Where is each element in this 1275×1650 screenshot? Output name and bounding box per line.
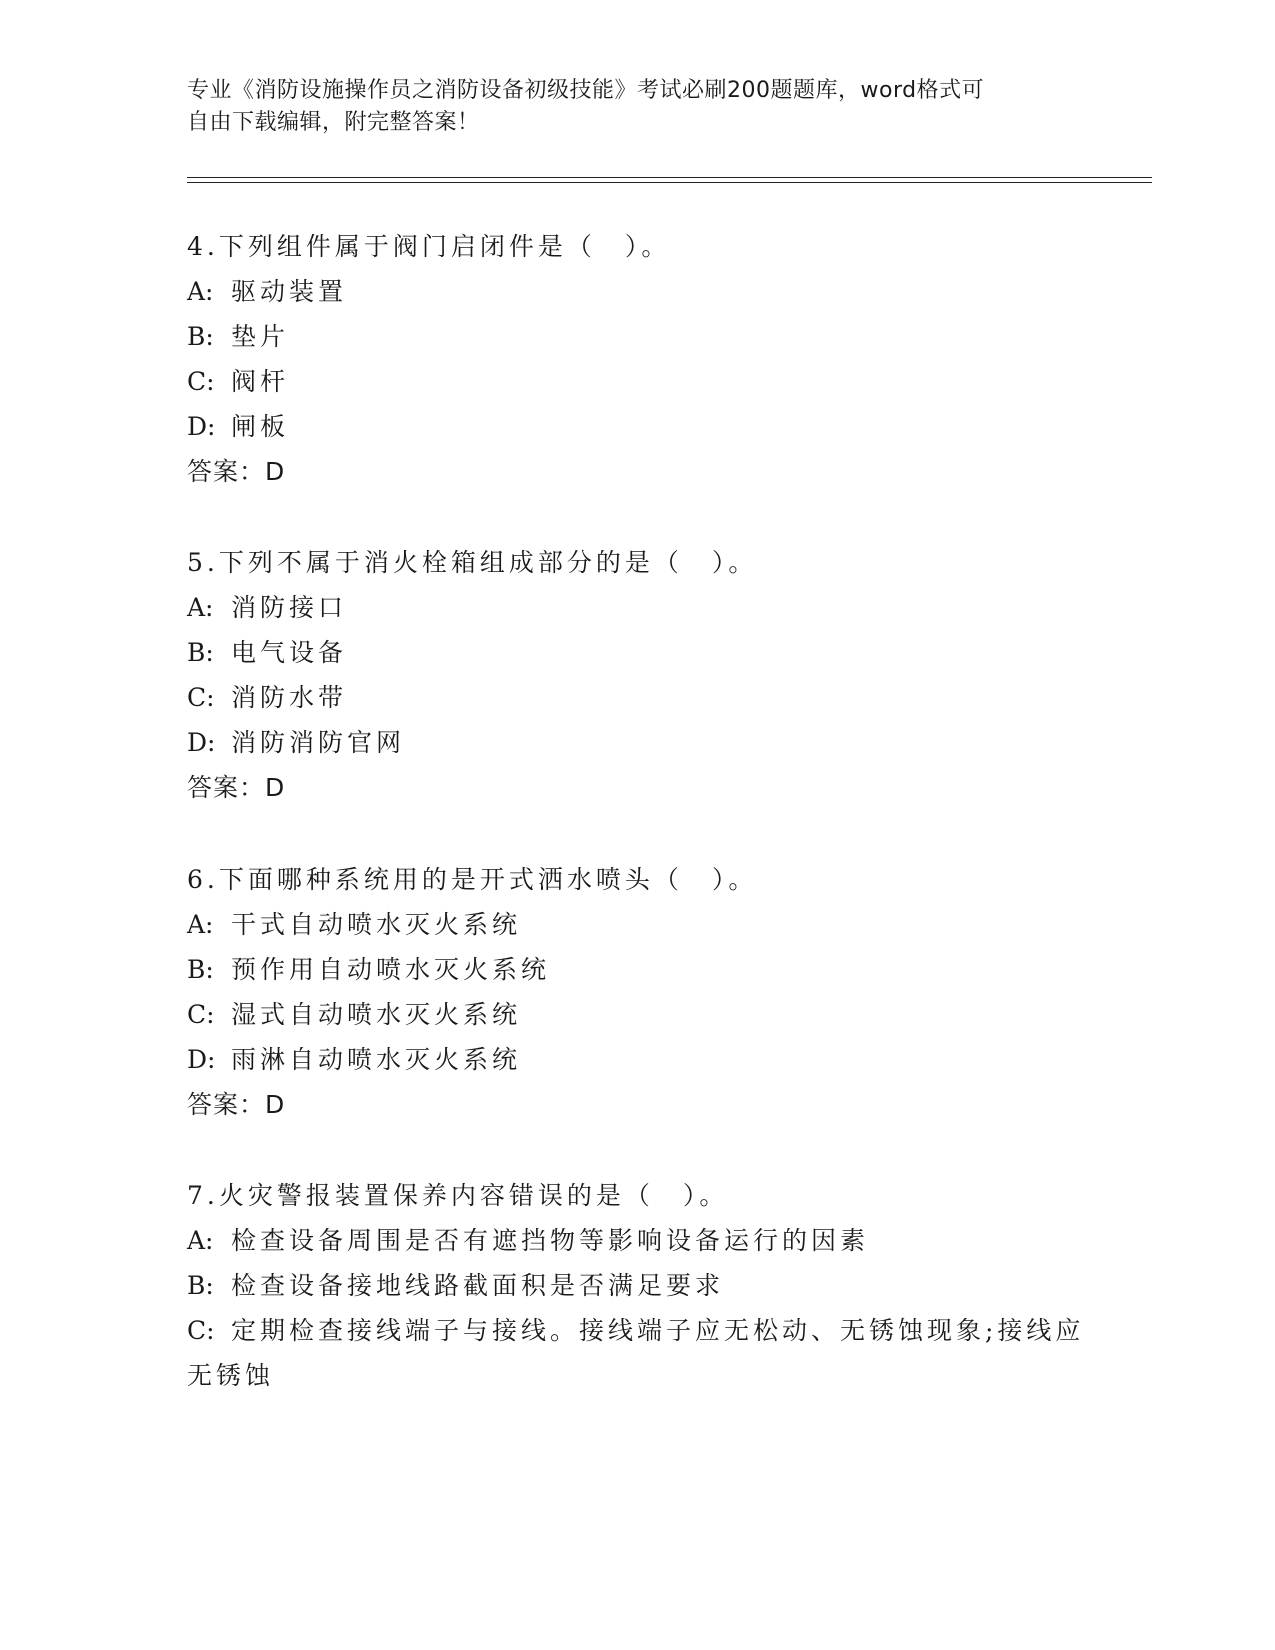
option-label: B:: [187, 1271, 214, 1300]
option-text: 垫片: [231, 322, 290, 351]
option-text: 预作用自动喷水灭火系统: [231, 955, 551, 984]
option-a: [187, 1218, 1087, 1263]
question-4: [187, 224, 670, 494]
option-label: C:: [187, 367, 215, 396]
option-d: [187, 404, 670, 449]
option-text: 消防消防官网: [231, 728, 406, 757]
header-line-2: 自由下载编辑，附完整答案！: [187, 110, 480, 135]
option-a: [187, 585, 757, 630]
option-text: 检查设备周围是否有遮挡物等影响设备运行的因素: [231, 1226, 870, 1255]
option-label: C:: [187, 1000, 215, 1029]
option-text: 湿式自动喷水灭火系统: [231, 1000, 522, 1029]
option-label: C:: [187, 1316, 215, 1345]
option-text: 定期检查接线端子与接线。接线端子应无松动、无锈蚀现象;接线应无锈蚀: [187, 1316, 1085, 1390]
option-label: A:: [187, 277, 214, 306]
header-line-1: 专业《消防设施操作员之消防设备初级技能》考试必刷200题题库，word格式可: [187, 78, 985, 103]
option-label: A:: [187, 593, 214, 622]
option-label: B:: [187, 955, 214, 984]
option-d: [187, 720, 757, 765]
option-text: 雨淋自动喷水灭火系统: [231, 1045, 522, 1074]
question-stem: 4.下列组件属于阀门启闭件是（ ）。: [187, 232, 671, 261]
option-a: [187, 902, 757, 947]
option-b: [187, 947, 757, 992]
document-header: [187, 75, 1087, 139]
header-divider-top: [187, 177, 1152, 178]
option-text: 检查设备接地线路截面积是否满足要求: [231, 1271, 725, 1300]
option-text: 消防接口: [231, 593, 348, 622]
question-stem: 5.下列不属于消火栓箱组成部分的是（ ）。: [187, 548, 758, 577]
option-text: 阀杆: [231, 367, 290, 396]
option-label: D:: [187, 728, 216, 757]
question-6: [187, 857, 757, 1127]
option-label: A:: [187, 910, 214, 939]
option-a: [187, 269, 670, 314]
option-text: 闸板: [231, 412, 290, 441]
option-text: 电气设备: [231, 638, 348, 667]
option-b: [187, 314, 670, 359]
option-label: B:: [187, 322, 214, 351]
option-b: [187, 630, 757, 675]
answer: 答案：D: [187, 773, 286, 802]
option-c: [187, 1308, 1087, 1398]
option-text: 干式自动喷水灭火系统: [231, 910, 522, 939]
option-c: [187, 675, 757, 720]
option-label: D:: [187, 1045, 216, 1074]
option-label: A:: [187, 1226, 214, 1255]
option-text: 消防水带: [231, 683, 348, 712]
option-d: [187, 1037, 757, 1082]
answer: 答案：D: [187, 1090, 286, 1119]
option-text: 驱动装置: [231, 277, 348, 306]
option-label: D:: [187, 412, 216, 441]
question-stem: 6.下面哪种系统用的是开式洒水喷头（ ）。: [187, 865, 758, 894]
question-5: [187, 540, 757, 810]
option-label: B:: [187, 638, 214, 667]
header-divider-bottom: [187, 182, 1152, 183]
question-stem: 7.火灾警报装置保养内容错误的是（ ）。: [187, 1181, 729, 1210]
option-c: [187, 359, 670, 404]
question-7: [187, 1173, 1087, 1398]
option-c: [187, 992, 757, 1037]
answer: 答案：D: [187, 457, 286, 486]
option-label: C:: [187, 683, 215, 712]
option-b: [187, 1263, 1087, 1308]
